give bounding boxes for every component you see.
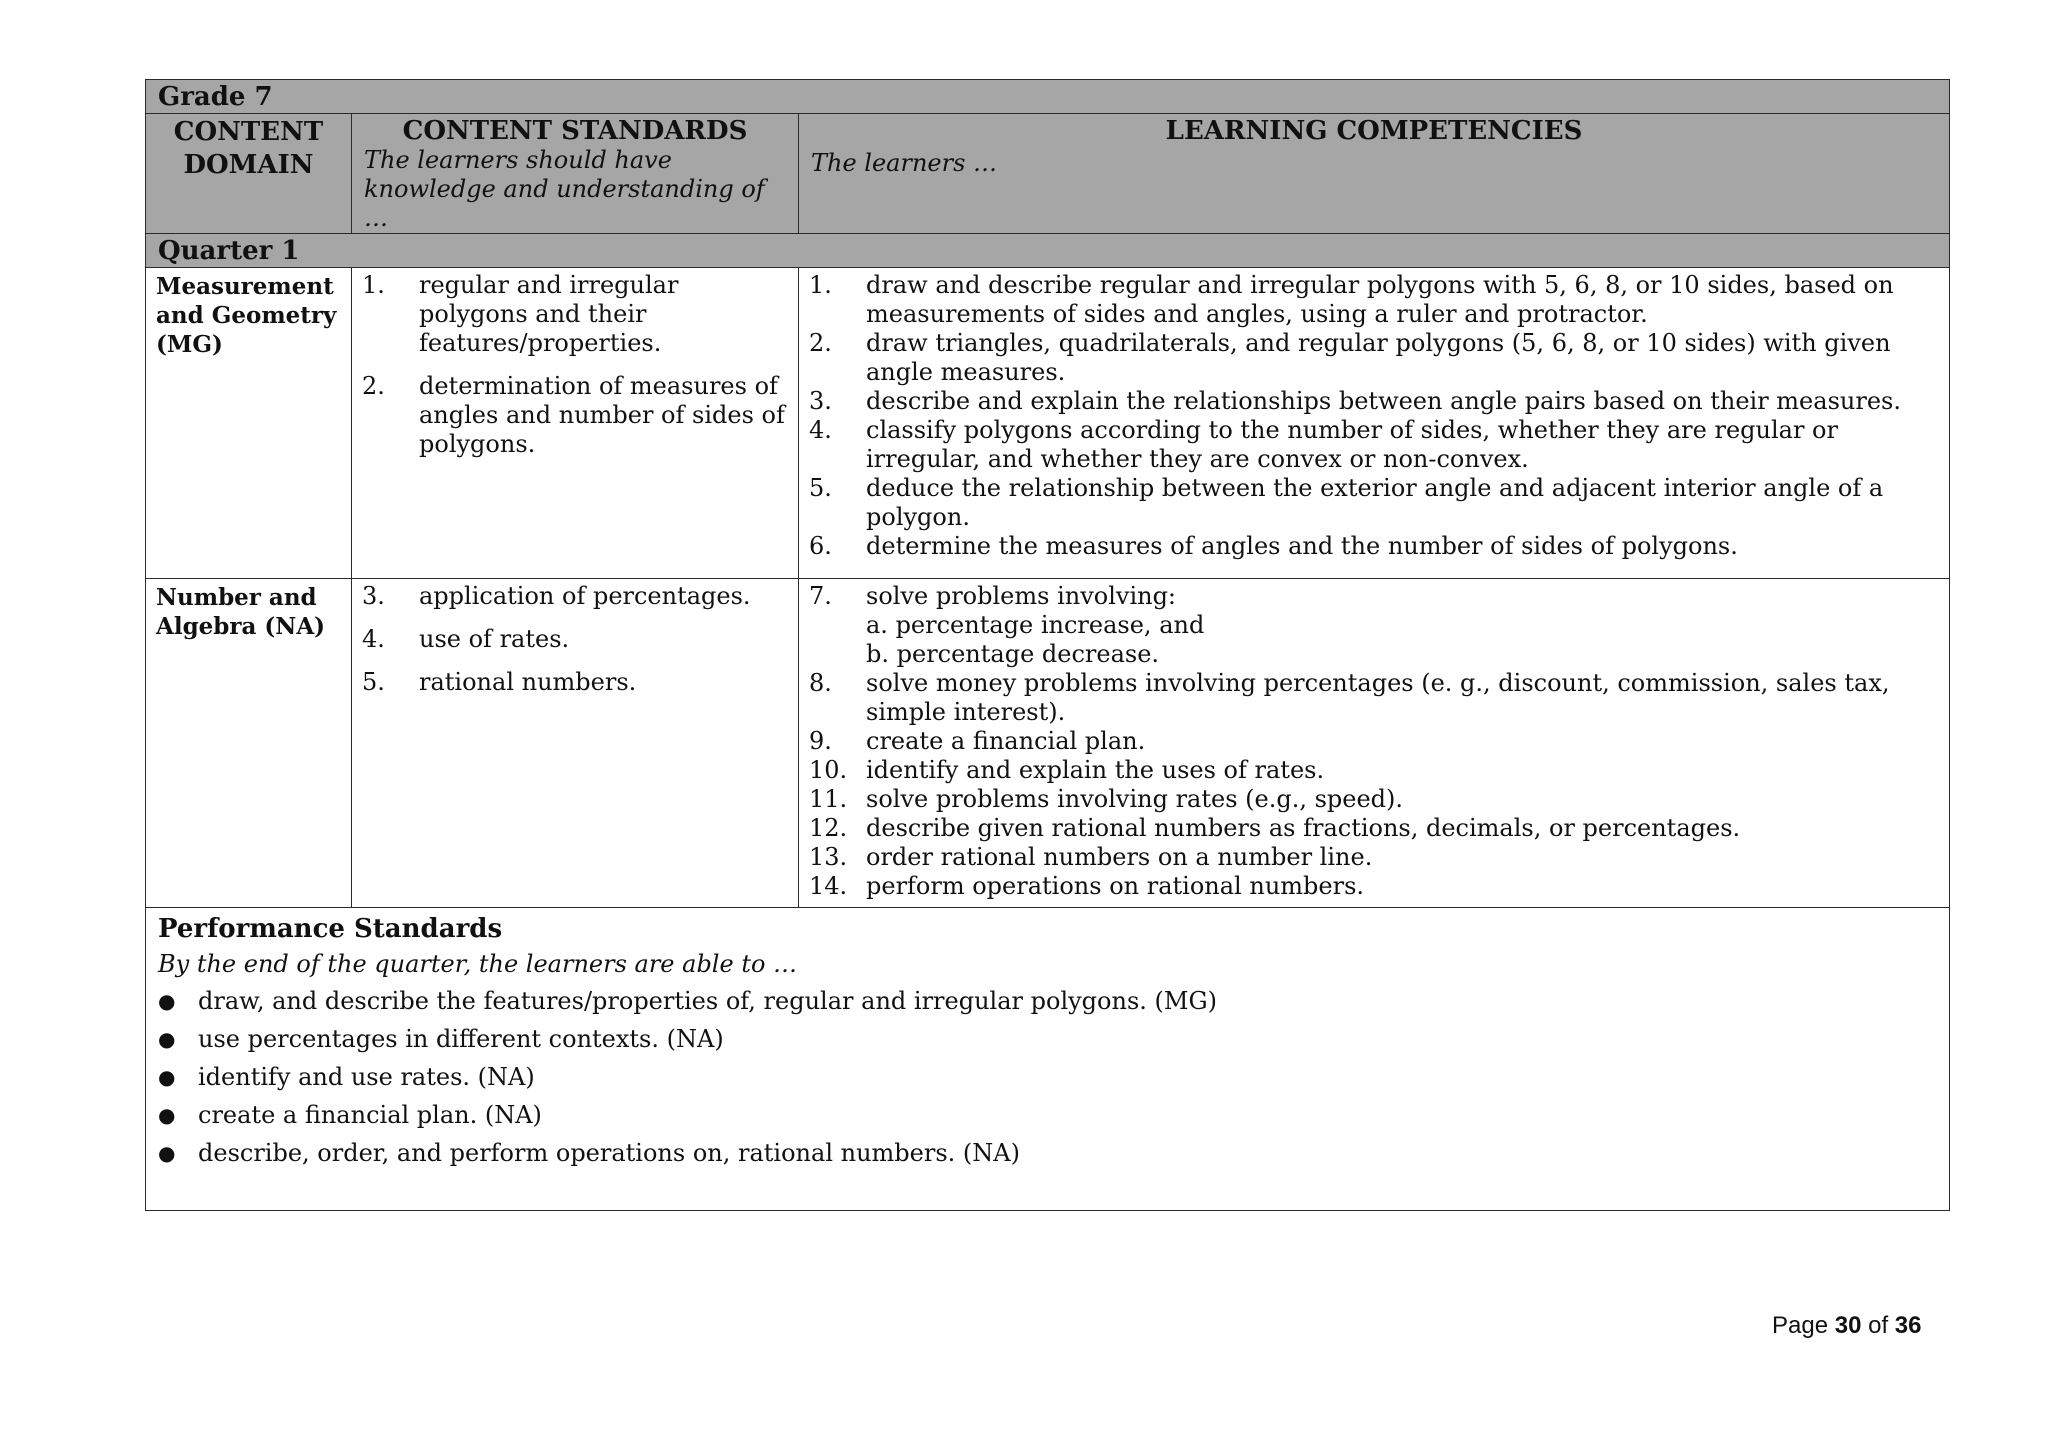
competency-subitem: b. percentage decrease. [866, 640, 1160, 668]
competency-item [809, 727, 1939, 756]
competency-text: identify and explain the uses of rates. [866, 756, 1325, 784]
curriculum-table [145, 79, 1950, 1211]
standard-text: use of rates. [419, 625, 570, 653]
page-word: Page [1772, 1312, 1829, 1339]
performance-item-text: identify and use rates. (NA) [198, 1063, 535, 1091]
standards-cell [352, 268, 799, 579]
competency-item [809, 582, 1939, 669]
standards-cell [352, 579, 799, 908]
standard-item [362, 668, 788, 697]
competency-text [866, 582, 1939, 669]
competency-number: 8. [809, 669, 832, 697]
performance-row [146, 908, 1950, 1211]
performance-standards-intro: By the end of the quarter, the learners are able to … [158, 950, 798, 978]
table-row-mg [146, 268, 1950, 579]
header-content-domain [146, 114, 352, 234]
standard-text: application of percentages. [419, 582, 751, 610]
competency-number: 12. [809, 814, 848, 842]
competency-number: 6. [809, 532, 832, 560]
bullet-icon: ● [158, 1065, 176, 1089]
performance-standards-title: Performance Standards [158, 914, 503, 944]
competency-text: determine the measures of angles and the number of sides of polygons. [866, 532, 1738, 560]
competency-number: 10. [809, 756, 848, 784]
performance-item [158, 982, 1937, 1020]
performance-item-text: use percentages in different contexts. (NA) [198, 1025, 724, 1053]
competency-subitem: a. percentage increase, and [866, 611, 1205, 639]
performance-item-text: create a financial plan. (NA) [198, 1101, 542, 1129]
domain-cell: Number and Algebra (NA) [146, 579, 352, 908]
competency-item [809, 669, 1939, 727]
header-learning-competencies [799, 114, 1950, 234]
performance-standards-cell [146, 908, 1950, 1211]
competency-text: solve money problems involving percentages (e. g., discount, commission, sales tax, simple interest). [866, 669, 1890, 726]
bullet-icon: ● [158, 989, 176, 1013]
competency-item [809, 329, 1939, 387]
competency-text: describe given rational numbers as fractions, decimals, or percentages. [866, 814, 1741, 842]
competency-item [809, 843, 1939, 872]
competency-item [809, 474, 1939, 532]
competency-number: 2. [809, 329, 832, 357]
competency-text: classify polygons according to the number of sides, whether they are regular or irregular, and whether they are convex or non-convex. [866, 416, 1838, 473]
header-learning-competencies-subtitle: The learners … [811, 149, 998, 177]
competencies-cell [799, 268, 1950, 579]
competency-number: 4. [809, 416, 832, 444]
competency-number: 1. [809, 271, 832, 299]
standard-item [362, 372, 788, 459]
page-footer [1772, 1312, 1922, 1340]
standard-text: determination of measures of angles and number of sides of polygons. [419, 372, 785, 458]
competency-text: draw triangles, quadrilaterals, and regular polygons (5, 6, 8, or 10 sides) with given angle measures. [866, 329, 1891, 386]
competency-number: 7. [809, 582, 832, 610]
competency-item [809, 756, 1939, 785]
performance-item-text: draw, and describe the features/properties of, regular and irregular polygons. (MG) [198, 987, 1217, 1015]
header-content-standards-title: CONTENT STANDARDS [402, 116, 748, 146]
competency-item [809, 785, 1939, 814]
competency-text: create a financial plan. [866, 727, 1146, 755]
header-content-standards [352, 114, 799, 234]
standard-number: 5. [362, 668, 385, 696]
of-word: of [1868, 1312, 1889, 1339]
header-content-standards-subtitle: The learners should have knowledge and understanding of … [364, 146, 765, 232]
competency-number: 5. [809, 474, 832, 502]
competency-item [809, 872, 1939, 901]
standard-item [362, 625, 788, 654]
performance-item [158, 1096, 1937, 1134]
header-content-domain-label: CONTENT DOMAIN [173, 117, 324, 180]
competency-item [809, 387, 1939, 416]
standard-number: 1. [362, 271, 385, 299]
competency-text: perform operations on rational numbers. [866, 872, 1365, 900]
bullet-icon: ● [158, 1027, 176, 1051]
competency-number: 9. [809, 727, 832, 755]
standard-item [362, 582, 788, 611]
standard-item [362, 271, 788, 358]
standard-number: 2. [362, 372, 385, 400]
performance-item-text: describe, order, and perform operations on, rational numbers. (NA) [198, 1139, 1020, 1167]
competency-number: 11. [809, 785, 848, 813]
page-total: 36 [1894, 1312, 1922, 1339]
table-row-na [146, 579, 1950, 908]
competency-item [809, 532, 1939, 561]
performance-item [158, 1134, 1937, 1172]
competency-text: deduce the relationship between the exterior angle and adjacent interior angle of a polygon. [866, 474, 1884, 531]
performance-item [158, 1020, 1937, 1058]
standard-number: 4. [362, 625, 385, 653]
standard-text: regular and irregular polygons and their features/properties. [419, 271, 679, 357]
competency-item [809, 814, 1939, 843]
competency-text: draw and describe regular and irregular polygons with 5, 6, 8, or 10 sides, based on measurements of sides and angles, using a ruler and protractor. [866, 271, 1894, 328]
header-learning-competencies-title: LEARNING COMPETENCIES [1165, 116, 1583, 146]
bullet-icon: ● [158, 1141, 176, 1165]
bullet-icon: ● [158, 1103, 176, 1127]
standard-number: 3. [362, 582, 385, 610]
page-current: 30 [1834, 1312, 1862, 1339]
competency-text: solve problems involving rates (e.g., speed). [866, 785, 1404, 813]
competency-number: 13. [809, 843, 848, 871]
standard-text: rational numbers. [419, 668, 637, 696]
competency-number: 3. [809, 387, 832, 415]
competency-text: describe and explain the relationships between angle pairs based on their measures. [866, 387, 1901, 415]
competency-text-main: solve problems involving: [866, 582, 1177, 610]
competency-number: 14. [809, 872, 848, 900]
competency-item [809, 416, 1939, 474]
grade-banner: Grade 7 [146, 80, 1950, 114]
competency-item [809, 271, 1939, 329]
competencies-cell [799, 579, 1950, 908]
performance-item [158, 1058, 1937, 1096]
quarter-banner: Quarter 1 [146, 234, 1950, 268]
competency-text: order rational numbers on a number line. [866, 843, 1373, 871]
domain-cell: Measurement and Geometry (MG) [146, 268, 352, 579]
